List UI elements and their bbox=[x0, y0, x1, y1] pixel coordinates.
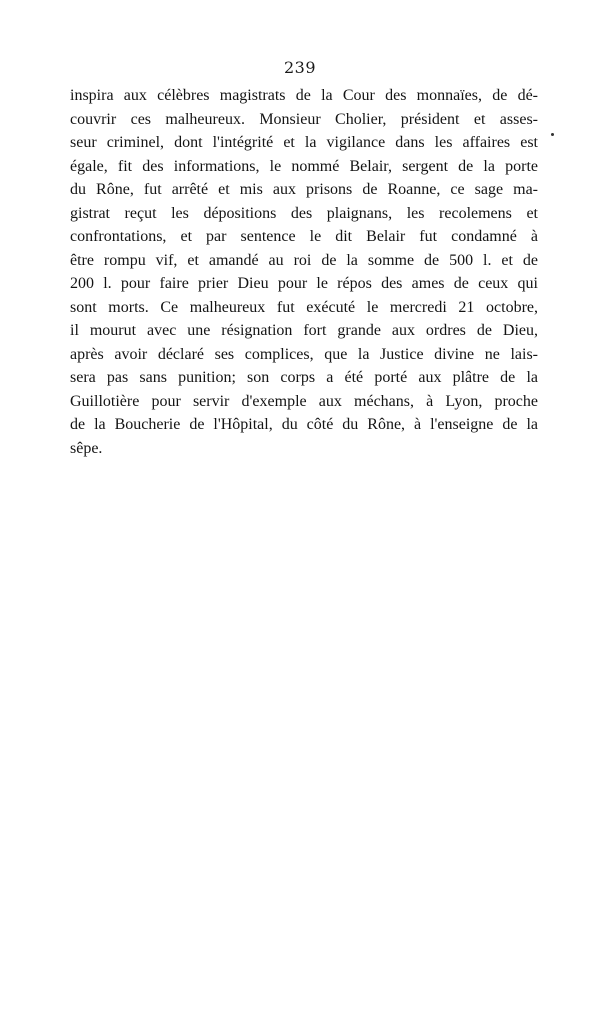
text-line: sera pas sans punition; son corps a été porté aux plâtre de la bbox=[70, 369, 538, 386]
text-line: sont morts. Ce malheureux fut exécuté le mercredi 21 octobre, bbox=[70, 298, 538, 316]
text-line: égale, fit des informations, le nommé Belair, sergent de la porte bbox=[70, 157, 538, 175]
text-line: inspira aux célèbres magistrats de la Cour des monnaïes, de dé- bbox=[70, 87, 538, 104]
text-line: confrontations, et par sentence le dit Belair fut condamné à bbox=[70, 228, 538, 245]
text-line: gistrat reçut les dépositions des plaignans, les recolemens et bbox=[70, 204, 538, 222]
text-line: sêpe. bbox=[70, 439, 103, 457]
text-line: seur criminel, dont l'intégrité et la vigilance dans les affaires est bbox=[70, 134, 538, 151]
text-line: de la Boucherie de l'Hôpital, du côté du Rône, à l'enseigne de la bbox=[70, 416, 538, 433]
text-line: être rompu vif, et amandé au roi de la somme de 500 l. et de bbox=[70, 251, 538, 269]
body-paragraph bbox=[70, 84, 538, 460]
text-line: 200 l. pour faire prier Dieu pour le répos des ames de ceux qui bbox=[70, 275, 538, 292]
text-line: il mourut avec une résignation fort grande aux ordres de Dieu, bbox=[70, 322, 538, 339]
page-number: 239 bbox=[283, 58, 317, 77]
text-line: Guillotière pour servir d'exemple aux méchans, à Lyon, proche bbox=[70, 392, 538, 410]
text-line: après avoir déclaré ses complices, que la Justice divine ne lais- bbox=[70, 345, 538, 363]
ink-speck bbox=[551, 133, 554, 136]
text-line: du Rône, fut arrêté et mis aux prisons de Roanne, ce sage ma- bbox=[70, 181, 538, 198]
text-line: couvrir ces malheureux. Monsieur Cholier, président et asses- bbox=[70, 110, 538, 128]
